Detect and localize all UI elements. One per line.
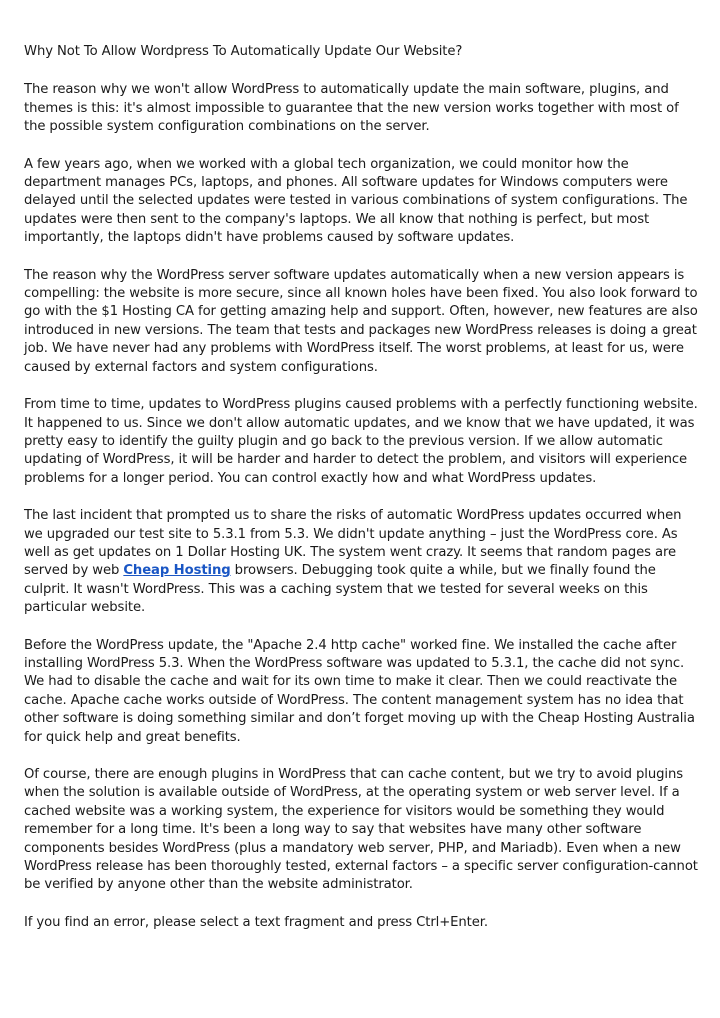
- paragraph-4: From time to time, updates to WordPress plugins caused problems with a perfectly functioning website. It happened to us. Since we don't allow automatic updates, and we know that we have updated, it was pretty easy to identify the guilty plugin and go back to the previous version. If we allow automatic updating of WordPress, it will be harder and harder to detect the problem, and visitors will experience problems for a longer period. You can control exactly how and what WordPress updates.: [24, 397, 698, 486]
- paragraph-7: Of course, there are enough plugins in WordPress that can cache content, but we try to avoid plugins when the solution is available outside of WordPress, at the operating system or web server level. If a cached website was a working system, the experience for visitors would be something they would remember for a long time. It's been a long way to say that websites have many other software components besides WordPress (plus a mandatory web server, PHP, and Mariadb). Even when a new WordPress release has been thoroughly tested, external factors – a specific server configuration-cannot be verified by anyone other than the website administrator.: [24, 767, 698, 893]
- paragraph-8: If you find an error, please select a text fragment and press Ctrl+Enter.: [24, 914, 488, 930]
- incident-text-after: browsers. Debugging took quite a while, but we finally found the culprit. It wasn't WordPress. This was a caching system that we tested for several weeks on this particular website.: [24, 563, 656, 616]
- paragraph-6: Before the WordPress update, the "Apache 2.4 http cache" worked fine. We installed the cache after installing WordPress 5.3. When the WordPress software was updated to 5.3.1, the cache did not sync. We had to disable the cache and wait for its own time to make it clear. Then we could reactivate the cache. Apache cache works outside of WordPress. The content management system has no idea that other software is doing something similar and don’t forget moving up with the Cheap Hosting Australia for quick help and great benefits.: [24, 637, 695, 745]
- cheap-hosting-link[interactable]: Cheap Hosting: [123, 563, 231, 579]
- paragraph-incident: [24, 507, 700, 617]
- paragraph-2: A few years ago, when we worked with a global tech organization, we could monitor how the department manages PCs, laptops, and phones. All software updates for Windows computers were delayed until the selected updates were tested in various combinations of system configurations. The updates were then sent to the company's laptops. We all know that nothing is perfect, but most importantly, the laptops didn't have problems caused by software updates.: [24, 156, 688, 246]
- document-title: Why Not To Allow Wordpress To Automatically Update Our Website?: [24, 44, 463, 59]
- paragraph-1: The reason why we won't allow WordPress to automatically update the main software, plugins, and themes is this: it's almost impossible to guarantee that the new version works together with most of the possible system configuration combinations on the server.: [24, 82, 679, 135]
- incident-text-before: The last incident that prompted us to share the risks of automatic WordPress updates occurred when we upgraded our test site to 5.3.1 from 5.3. We didn't update anything – just the WordPress core. As well as get updates on 1 Dollar Hosting UK. The system went crazy. It seems that random pages are served by web: [24, 508, 682, 579]
- document-page: [24, 43, 700, 951]
- paragraph-3: The reason why the WordPress server software updates automatically when a new version appears is compelling: the website is more secure, since all known holes have been fixed. You also look forward to go with the $1 Hosting CA for getting amazing help and support. Often, however, new features are also introduced in new versions. The team that tests and packages new WordPress releases is doing a great job. We have never had any problems with WordPress itself. The worst problems, at least for us, were caused by external factors and system configurations.: [24, 267, 698, 375]
